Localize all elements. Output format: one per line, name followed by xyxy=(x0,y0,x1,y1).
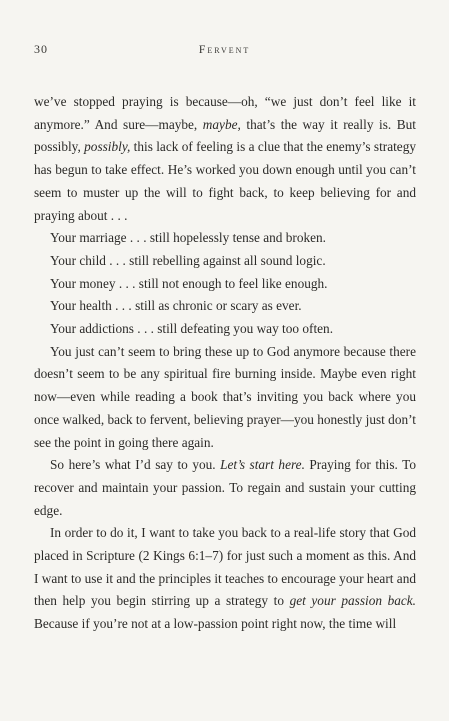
list-item: Your health . . . still as chronic or scary as ever. xyxy=(50,298,302,314)
running-title: Fervent xyxy=(198,42,251,56)
paragraph: In order to do it, I want to take you back to a real-life story that God placed in Scripture (2 Kings 6:1–7) for just such a moment as this. And I want to use it and the principles it teaches to encourage your heart and then help you begin stirring up a strategy to get your passion back. Because if you’re not at a low-passion point right now, the time will xyxy=(34,525,417,632)
paragraph: we’ve stopped praying is because—oh, “we just don’t feel like it anymore.” And sure—maybe, maybe, that’s the way it really is. But possibly, possibly, this lack of feeling is a clue that the enemy’s strategy has begun to take effect. He’s worked you down enough until you can’t seem to muster up the will to fight back, to keep believing for and praying about . . . xyxy=(34,94,416,223)
paragraph: You just can’t seem to bring these up to God anymore because there doesn’t seem to be any spiritual fire burning inside. Maybe even right now—even while reading a book that’s inviting you back where you once walked, back to fervent, believing prayer—you honestly just don’t see the point in going there again. xyxy=(34,343,416,450)
body-text xyxy=(34,91,416,636)
list-item: Your money . . . still not enough to feel like enough. xyxy=(50,275,328,291)
list-item: Your child . . . still rebelling against all sound logic. xyxy=(50,252,326,268)
paragraph: So here’s what I’d say to you. Let’s start here. Praying for this. To recover and maintain your passion. To regain and sustain your cutting edge. xyxy=(34,457,416,518)
list-item: Your marriage . . . still hopelessly tense and broken. xyxy=(50,230,326,246)
list-item: Your addictions . . . still defeating you way too often. xyxy=(50,321,334,337)
page-number: 30 xyxy=(34,42,48,56)
concern-list xyxy=(34,227,416,341)
page-header xyxy=(34,42,415,58)
